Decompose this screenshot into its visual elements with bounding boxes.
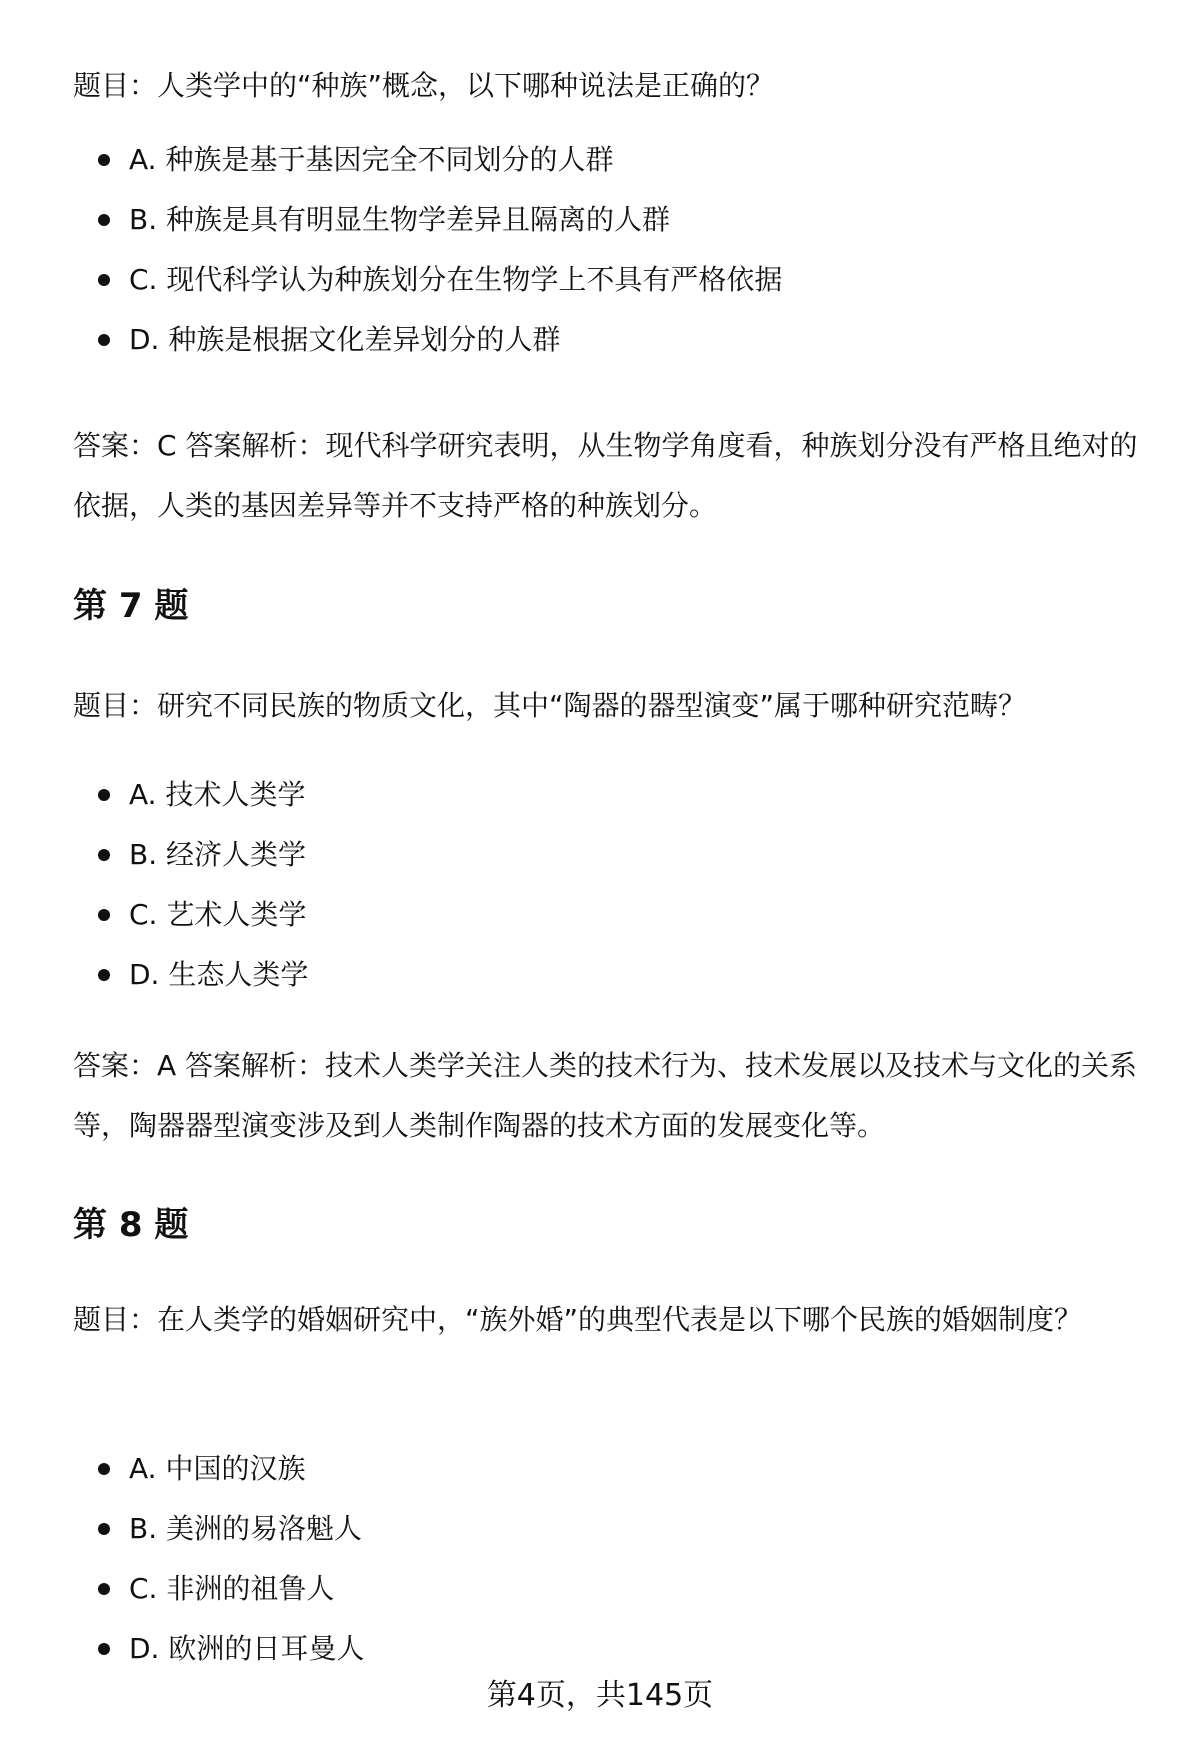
- option-a: [96, 1439, 364, 1499]
- option-label: C. 非洲的祖鲁人: [129, 1572, 335, 1605]
- question-6-text: 题目：人类学中的“种族”概念，以下哪种说法是正确的？: [73, 69, 775, 102]
- question-6-answer: 答案：C 答案解析：现代科学研究表明，从生物学角度看，种族划分没有严格且绝对的依据，人类的基因差异等并不支持严格的种族划分。: [73, 429, 1138, 522]
- question-7-options: [96, 765, 308, 1005]
- option-d: [96, 1619, 364, 1679]
- question-7-answer: 答案：A 答案解析：技术人类学关注人类的技术行为、技术发展以及技术与文化的关系等，陶器器型演变涉及到人类制作陶器的技术方面的发展变化等。: [73, 1049, 1138, 1142]
- option-label: B. 种族是具有明显生物学差异且隔离的人群: [129, 203, 671, 236]
- option-d: [96, 945, 308, 1005]
- bullet-icon: [98, 1463, 110, 1475]
- option-label: B. 美洲的易洛魁人: [129, 1512, 363, 1545]
- bullet-icon: [98, 1583, 110, 1595]
- bullet-icon: [98, 154, 110, 166]
- question-7-heading: 第 7 题: [73, 586, 189, 626]
- option-c: [96, 1559, 364, 1619]
- bullet-icon: [98, 1643, 110, 1655]
- option-b: [96, 190, 782, 250]
- option-label: A. 技术人类学: [129, 778, 306, 811]
- option-label: D. 种族是根据文化差异划分的人群: [129, 323, 561, 356]
- question-7-text: 题目：研究不同民族的物质文化，其中“陶器的器型演变”属于哪种研究范畴？: [73, 689, 1027, 722]
- option-c: [96, 885, 308, 945]
- question-8-options: [96, 1439, 364, 1679]
- option-label: A. 中国的汉族: [129, 1452, 306, 1485]
- option-a: [96, 765, 308, 825]
- option-label: B. 经济人类学: [129, 838, 307, 871]
- option-label: D. 生态人类学: [129, 958, 309, 991]
- option-label: D. 欧洲的日耳曼人: [129, 1632, 365, 1665]
- bullet-icon: [98, 909, 110, 921]
- bullet-icon: [98, 274, 110, 286]
- bullet-icon: [98, 1523, 110, 1535]
- bullet-icon: [98, 789, 110, 801]
- option-label: C. 现代科学认为种族划分在生物学上不具有严格依据: [129, 263, 783, 296]
- option-d: [96, 310, 782, 370]
- option-c: [96, 250, 782, 310]
- option-a: [96, 130, 782, 190]
- question-8-text: 题目：在人类学的婚姻研究中，“族外婚”的典型代表是以下哪个民族的婚姻制度？: [73, 1303, 1083, 1336]
- bullet-icon: [98, 969, 110, 981]
- bullet-icon: [98, 334, 110, 346]
- page-number: 第4页，共145页: [486, 1678, 714, 1713]
- question-8-heading: 第 8 题: [73, 1205, 189, 1245]
- bullet-icon: [98, 849, 110, 861]
- option-label: C. 艺术人类学: [129, 898, 307, 931]
- option-label: A. 种族是基于基因完全不同划分的人群: [129, 143, 614, 176]
- bullet-icon: [98, 214, 110, 226]
- option-b: [96, 825, 308, 885]
- question-6-options: [96, 130, 782, 370]
- option-b: [96, 1499, 364, 1559]
